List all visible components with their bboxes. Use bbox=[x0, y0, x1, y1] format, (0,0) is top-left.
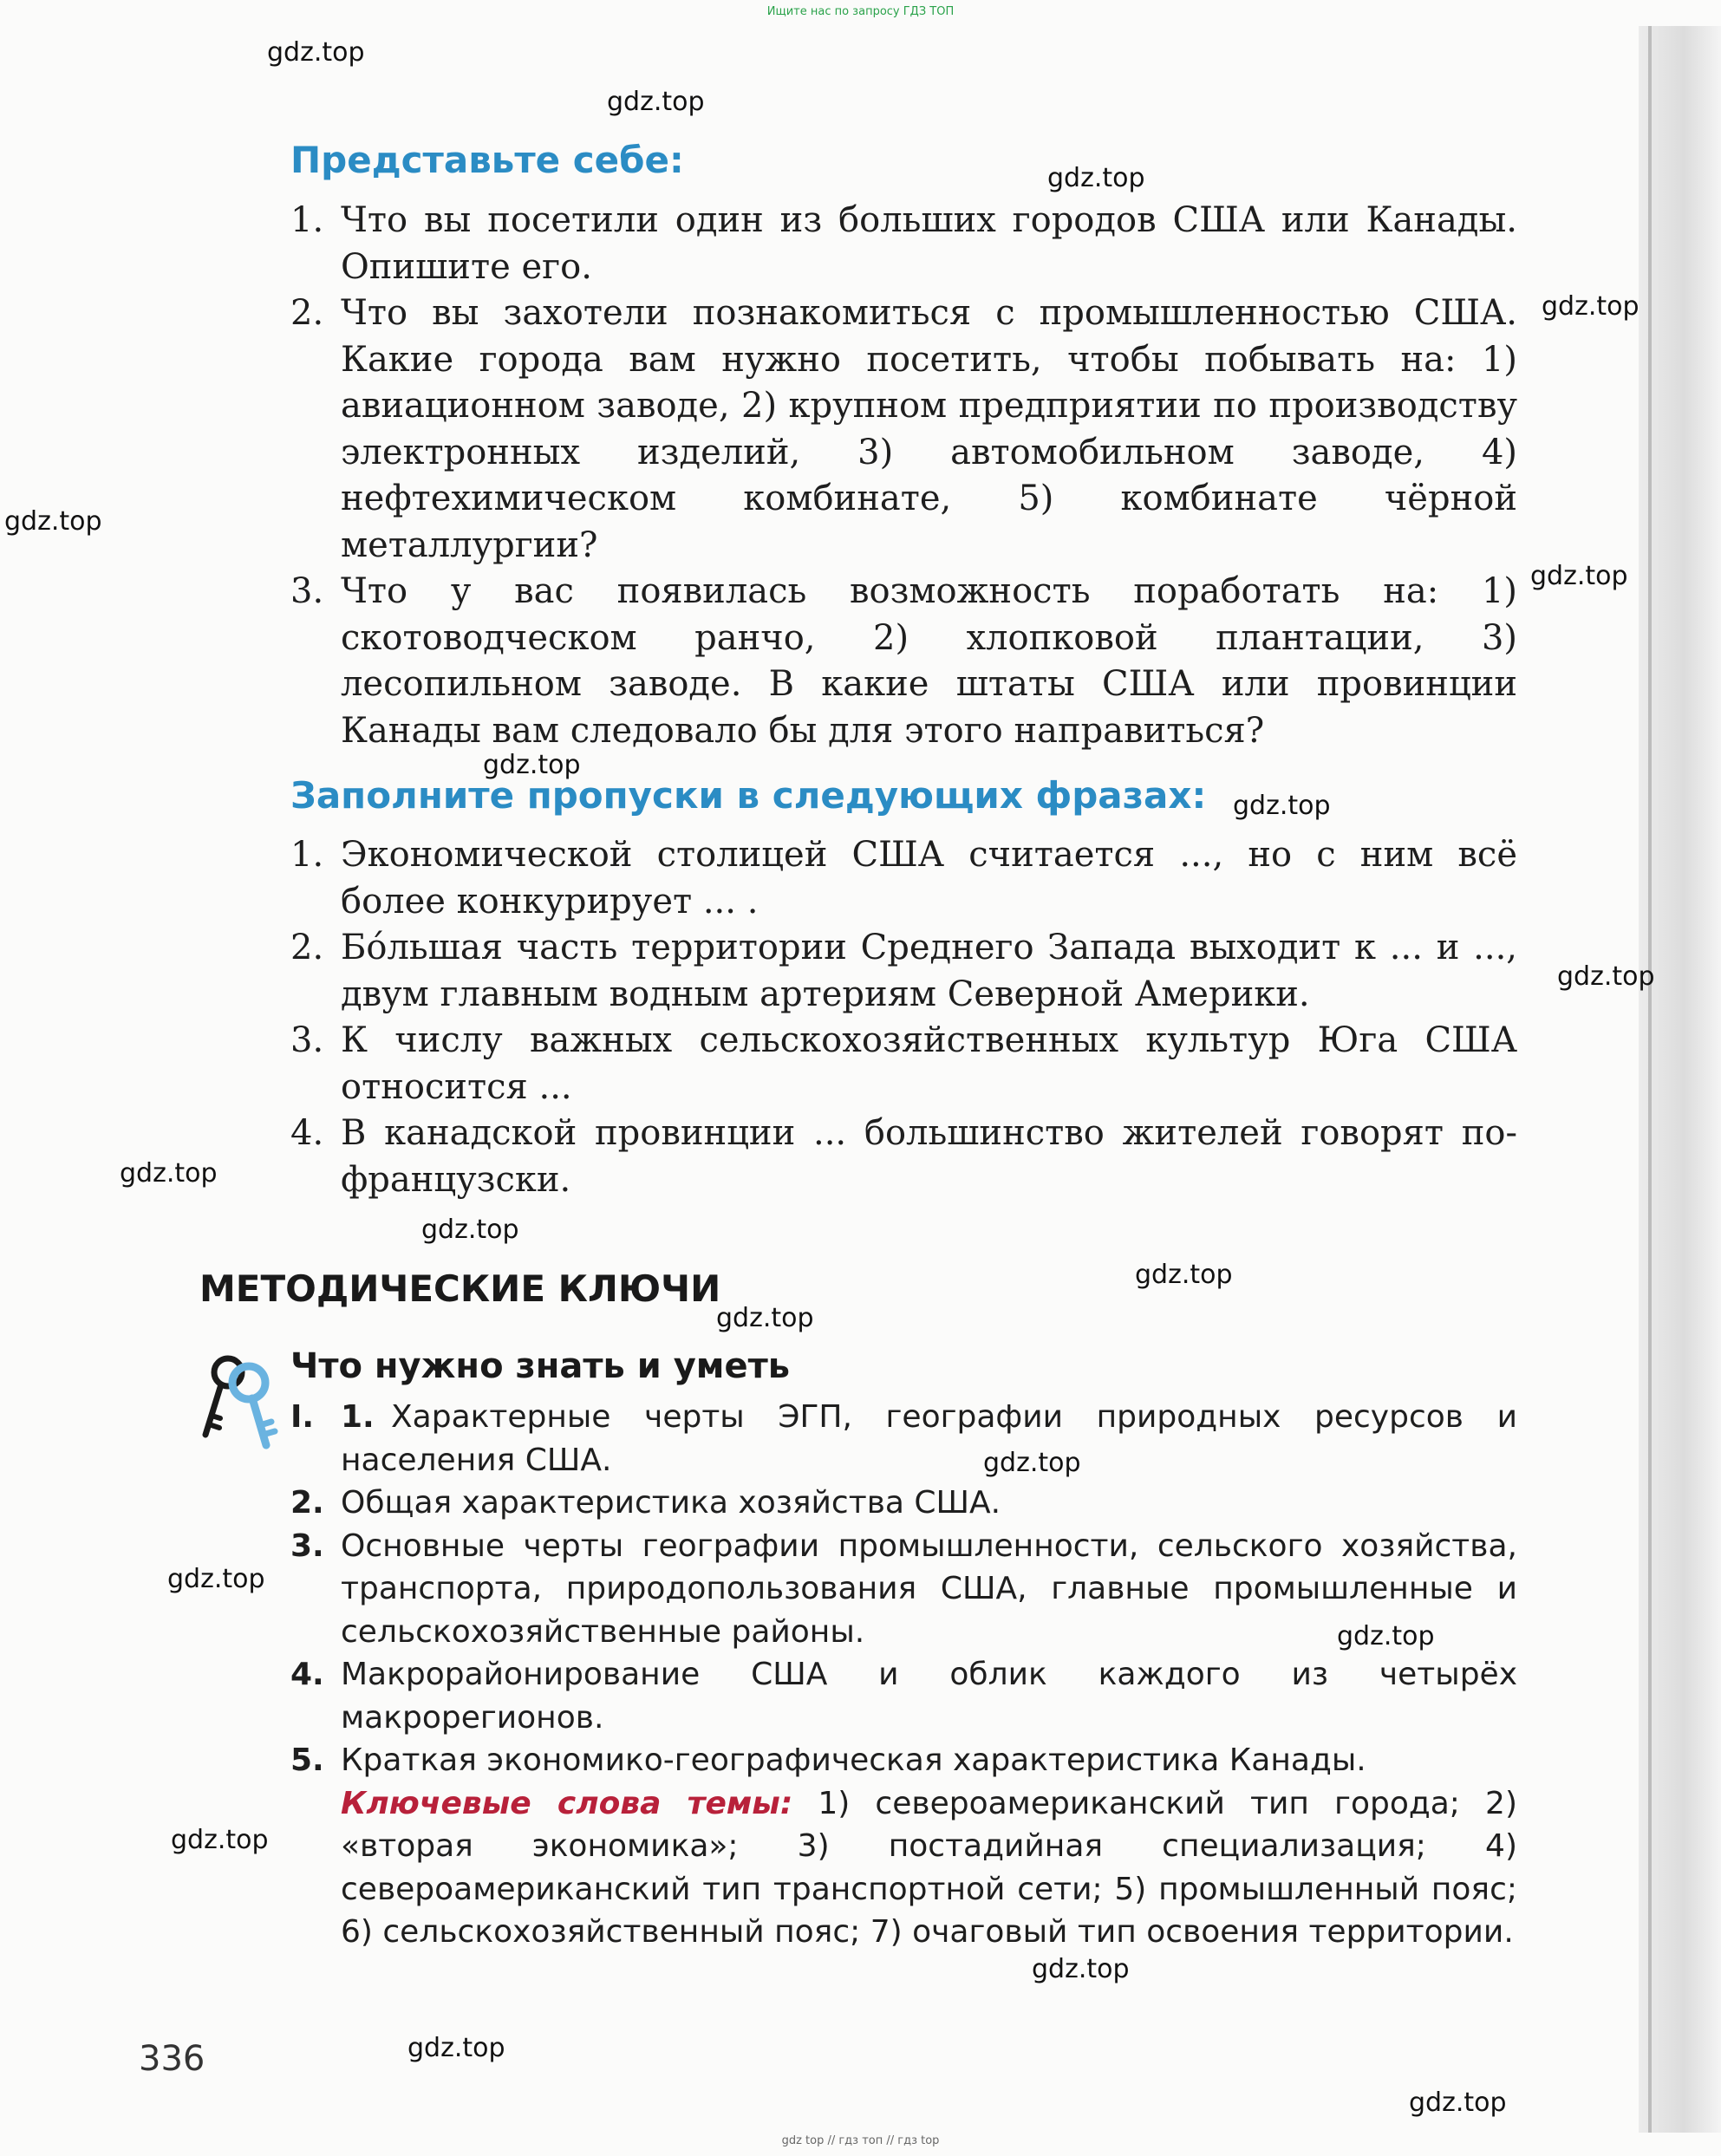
list-item bbox=[290, 925, 1517, 1018]
item-text: В канадской провинции ... большинство жителей говорят по-французски. bbox=[341, 1113, 1517, 1200]
watermark: gdz.top bbox=[421, 1215, 519, 1245]
watermark: gdz.top bbox=[1032, 1954, 1130, 1984]
watermark: gdz.top bbox=[1233, 791, 1331, 821]
item-text: Что вы захотели познакомиться с промышленностью США. Какие города вам нужно посетить, чтобы побывать на: 1) авиационном заводе, 2) крупном предприятии по производству электронных изделий, 3) автомобильном заводе, 4) нефтехимическом комбинате, 5) комбинате чёрной металлургии? bbox=[341, 293, 1517, 565]
item-text: Общая характеристика хозяйства США. bbox=[341, 1485, 1001, 1521]
watermark: gdz.top bbox=[1542, 291, 1640, 322]
list-item bbox=[290, 1111, 1517, 1203]
watermark: gdz.top bbox=[1530, 561, 1628, 591]
methodical-keys-title: МЕТОДИЧЕСКИЕ КЛЮЧИ bbox=[199, 1267, 721, 1310]
item-text bbox=[290, 1396, 1517, 1482]
watermark: gdz.top bbox=[171, 1825, 269, 1855]
watermark: gdz.top bbox=[120, 1158, 218, 1189]
keywords-text: 1) североамериканский тип города; 2) «вторая экономика»; 3) постадийная специализация; 4) североамериканский тип транспортной сети; 5) промышленный пояс; 6) сельскохозяйственный пояс; 7) очаговый тип освоения территории. bbox=[341, 1785, 1517, 1950]
watermark: gdz.top bbox=[1135, 1260, 1233, 1290]
item-text: Основные черты географии промышленности, сельского хозяйства, транспорта, природопользования США, главные промышленные и сельскохозяйственные районы. bbox=[341, 1527, 1517, 1650]
list-item bbox=[290, 1739, 1517, 1782]
item-text: Бо́льшая часть территории Среднего Запада выходит к ... и ..., двум главным водным артериям Северной Америки. bbox=[341, 928, 1517, 1014]
item-text-content: Характерные черты ЭГП, географии природных ресурсов и населения США. bbox=[341, 1399, 1517, 1478]
bottom-banner: gdz top // гдз топ // гдз top bbox=[781, 2134, 940, 2147]
watermark: gdz.top bbox=[4, 506, 102, 537]
item-text: Краткая экономико-географическая характеристика Канады. bbox=[341, 1742, 1366, 1778]
roman-numeral: I. bbox=[290, 1399, 315, 1435]
fill-blanks-list bbox=[290, 832, 1517, 1203]
keys-list bbox=[290, 1396, 1517, 1954]
page-edge-line bbox=[1648, 26, 1652, 2133]
item-number: 3. bbox=[290, 1020, 324, 1060]
item-text: Что у вас появилась возможность поработать на: 1) скотоводческом ранчо, 2) хлопковой плантации, 3) лесопильном заводе. В какие штаты США или провинции Канады вам следовало бы для этого направиться? bbox=[341, 571, 1517, 751]
watermark: gdz.top bbox=[1409, 2088, 1507, 2118]
item-number: 4. bbox=[290, 1657, 324, 1692]
watermark: gdz.top bbox=[1557, 961, 1655, 992]
keywords-block bbox=[290, 1782, 1517, 1954]
item-text: Что вы посетили один из больших городов США или Канады. Опишите его. bbox=[341, 200, 1517, 287]
section-title-fill-blanks: Заполните пропуски в следующих фразах: bbox=[290, 774, 1207, 817]
item-number: 1. bbox=[341, 1399, 375, 1435]
watermark: gdz.top bbox=[983, 1448, 1081, 1478]
imagine-list bbox=[290, 198, 1517, 754]
list-item bbox=[290, 1018, 1517, 1111]
list-item bbox=[290, 1525, 1517, 1654]
item-number: 3. bbox=[290, 1527, 324, 1564]
list-item bbox=[290, 290, 1517, 569]
list-item bbox=[290, 1396, 1517, 1482]
item-text: Экономической столицей США считается ..., но с ним всё более конкурирует ... . bbox=[341, 835, 1517, 922]
item-number: 3. bbox=[290, 571, 324, 611]
list-item bbox=[290, 569, 1517, 754]
watermark: gdz.top bbox=[407, 2033, 505, 2063]
know-and-be-able-title: Что нужно знать и уметь bbox=[290, 1346, 791, 1386]
watermark: gdz.top bbox=[716, 1303, 814, 1333]
list-item bbox=[290, 198, 1517, 290]
list-item bbox=[290, 1653, 1517, 1739]
watermark: gdz.top bbox=[167, 1564, 265, 1594]
item-number: 5. bbox=[290, 1742, 324, 1778]
list-item bbox=[290, 1482, 1517, 1525]
item-number: 2. bbox=[290, 928, 324, 967]
watermark: gdz.top bbox=[607, 87, 705, 117]
keys-icon bbox=[195, 1348, 290, 1452]
watermark: gdz.top bbox=[1337, 1621, 1435, 1651]
keywords-label: Ключевые слова темы: bbox=[341, 1785, 793, 1821]
item-number: 4. bbox=[290, 1113, 324, 1153]
item-number: 2. bbox=[290, 293, 324, 333]
page-number: 336 bbox=[139, 2039, 205, 2079]
item-text: Макрорайонирование США и облик каждого из четырёх макрорегионов. bbox=[341, 1657, 1517, 1736]
list-item bbox=[290, 832, 1517, 925]
watermark: gdz.top bbox=[1047, 163, 1145, 193]
watermark: gdz.top bbox=[267, 37, 365, 68]
top-banner: Ищите нас по запросу ГДЗ ТОП bbox=[766, 5, 955, 18]
item-text: К числу важных сельскохозяйственных культур Юга США относится ... bbox=[341, 1020, 1517, 1107]
section-title-imagine: Представьте себе: bbox=[290, 139, 684, 181]
watermark: gdz.top bbox=[483, 750, 581, 780]
item-number: 1. bbox=[290, 200, 324, 240]
item-number: 2. bbox=[290, 1485, 324, 1521]
item-number: 1. bbox=[290, 835, 324, 875]
